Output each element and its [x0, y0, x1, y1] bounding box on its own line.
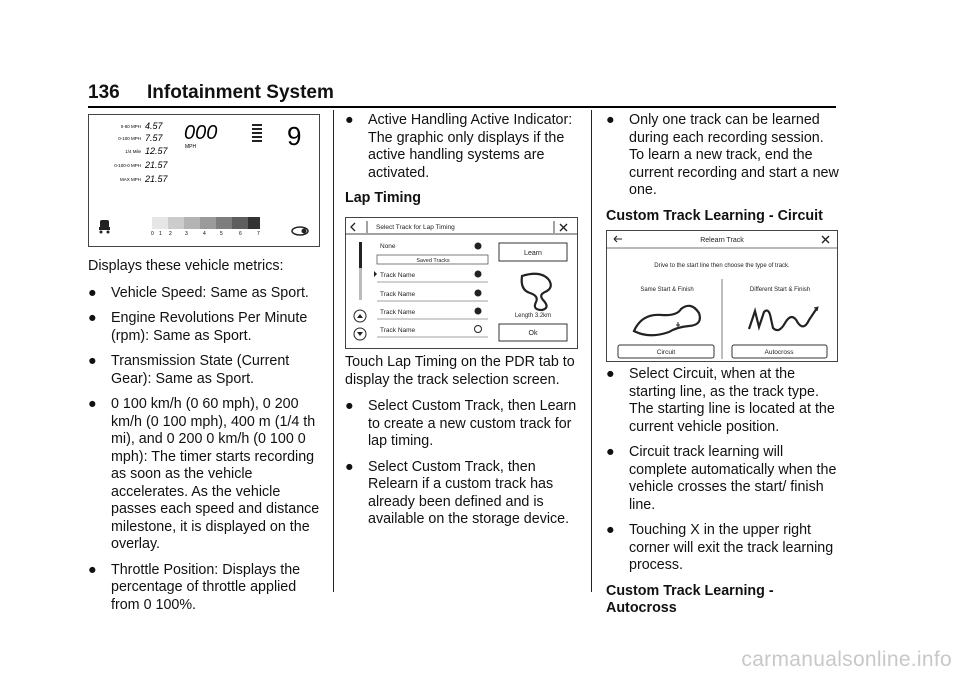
- scrollbar-thumb: [359, 242, 362, 268]
- scroll-down-icon: [354, 328, 366, 340]
- list-item: [345, 398, 581, 451]
- track-length: Length 3.2km: [514, 313, 552, 319]
- figure-relearn-track-screen: [606, 230, 838, 362]
- column-1: [88, 258, 324, 622]
- screen-title: Select Track for Lap Timing: [376, 224, 455, 231]
- autocross-button: Autocross: [764, 349, 794, 356]
- screen-title: Relearn Track: [700, 237, 744, 244]
- stacked-bars-icon: [252, 124, 262, 142]
- list-item: [345, 112, 581, 182]
- track-option: Track Name: [380, 327, 416, 334]
- list-item-text: Engine Revolutions Per Minute (rpm): Same as Sport.: [111, 310, 308, 344]
- throttle-tick: 1: [159, 231, 162, 237]
- scroll-up-icon: [354, 310, 366, 322]
- metric-label: MAX MPH: [119, 177, 141, 182]
- column-3-top: [606, 112, 840, 234]
- bullet-icon: ●: [345, 458, 354, 475]
- list-item: [88, 353, 324, 388]
- bullet-icon: ●: [345, 112, 354, 128]
- different-start-finish-label: Different Start & Finish: [749, 287, 811, 293]
- list-item: [345, 459, 581, 529]
- body-paragraph: Touch Lap Timing on the PDR tab to display the track selection screen.: [345, 354, 575, 388]
- track-option: Track Name: [380, 272, 416, 279]
- bullet-icon: ●: [88, 284, 97, 301]
- close-icon: [560, 224, 567, 231]
- radio-empty-icon: [475, 326, 482, 333]
- throttle-tick: 3: [185, 231, 188, 237]
- track-option: Track Name: [380, 291, 416, 298]
- gear-indicator: 9: [287, 121, 302, 151]
- list-item: [88, 310, 324, 345]
- list-item: [606, 366, 840, 436]
- throttle-gauge: [151, 217, 260, 237]
- throttle-tick: 2: [169, 231, 172, 237]
- list-item-text: Active Handling Active Indicator: The graphic only displays if the active handling systems are activated.: [368, 112, 573, 181]
- metric-label: 0-60 MPH: [120, 124, 141, 129]
- bullet-icon: ●: [345, 398, 354, 414]
- lap-timing-graphic: [346, 218, 577, 348]
- same-start-finish-label: Same Start & Finish: [640, 287, 694, 293]
- metric-label: 1/4 Mile: [125, 149, 141, 154]
- bullet-icon: ●: [88, 353, 97, 369]
- bullet-icon: ●: [606, 444, 615, 460]
- intro-text: Displays these vehicle metrics:: [88, 258, 284, 274]
- car-icon: [99, 220, 110, 234]
- track-option: Track Name: [380, 309, 416, 316]
- throttle-tick: 4: [203, 231, 206, 237]
- list-item-text: Throttle Position: Displays the percentage of throttle applied from 0 100%.: [111, 561, 301, 613]
- list-item-text: Select Custom Track, then Relearn if a custom track has already been defined and is available on the storage device.: [368, 458, 570, 527]
- metric-value: 7.57: [145, 133, 163, 143]
- header-rule: [88, 106, 836, 108]
- bullet-icon: ●: [606, 366, 615, 382]
- metric-value: 12.57: [145, 146, 168, 156]
- figure-lap-timing-screen: [345, 217, 578, 349]
- radio-selected-icon: [475, 290, 482, 297]
- column-3-bottom: [606, 366, 840, 627]
- bullet-icon: ●: [606, 112, 615, 128]
- column-2-bottom: [345, 354, 581, 537]
- throttle-tick: 6: [239, 231, 242, 237]
- radio-selected-icon: [475, 308, 482, 315]
- speed-unit: MPH: [185, 144, 197, 150]
- section-heading: Custom Track Learning - Circuit: [606, 207, 823, 224]
- metric-value: 21.57: [145, 174, 168, 184]
- bullet-icon: ●: [606, 522, 615, 538]
- list-item: [606, 112, 840, 200]
- selected-arrow-icon: [374, 271, 377, 277]
- track-option-none: None: [380, 243, 396, 250]
- bullet-icon: ●: [88, 310, 97, 326]
- list-item: [88, 562, 324, 615]
- speed-readout: 000: [184, 122, 218, 144]
- list-item-text: Select Circuit, when at the starting line, as the track type. The starting line is located at the current vehicle position.: [629, 366, 835, 435]
- figure-performance-overlay: [88, 114, 320, 247]
- list-item: [606, 444, 840, 514]
- column-2-top: [345, 112, 581, 217]
- learn-button: Learn: [524, 250, 542, 257]
- throttle-tick: 5: [220, 231, 223, 237]
- list-item-text: Circuit track learning will complete automatically when the vehicle crosses the start/ finish line.: [629, 444, 837, 513]
- page-title: Infotainment System: [147, 82, 334, 103]
- metric-value: 21.57: [145, 160, 168, 170]
- autocross-track-icon: [749, 308, 817, 330]
- watermark: carmanualsonline.info: [741, 648, 952, 671]
- metric-label: 0-100 MPH: [118, 136, 141, 141]
- column-divider-2: [591, 110, 592, 592]
- bullet-icon: ●: [88, 396, 97, 412]
- column-divider-1: [333, 110, 334, 592]
- back-arrow-icon: [351, 223, 355, 231]
- throttle-tick: 0: [151, 231, 154, 237]
- radio-selected-icon: [475, 243, 482, 250]
- overlay-graphic: [89, 115, 319, 246]
- relearn-track-graphic: [607, 231, 837, 361]
- ok-button: Ok: [528, 330, 538, 337]
- list-item-text: Vehicle Speed: Same as Sport.: [111, 284, 309, 301]
- bullet-icon: ●: [88, 561, 97, 578]
- section-heading: Lap Timing: [345, 190, 421, 206]
- radio-selected-icon: [475, 271, 482, 278]
- saved-tracks-label: Saved Tracks: [416, 258, 450, 264]
- list-item: [88, 396, 324, 554]
- list-item-text: Touching X in the upper right corner will exit the track learning process.: [629, 522, 834, 573]
- close-icon: [822, 236, 829, 243]
- page-number: 136: [88, 82, 120, 103]
- metric-value: 4.57: [145, 121, 163, 131]
- metric-label: 0-100-0 MPH: [114, 163, 141, 168]
- track-map-icon: [522, 274, 551, 310]
- throttle-tick: 7: [257, 231, 260, 237]
- list-item: [606, 522, 840, 575]
- list-item-text: Select Custom Track, then Learn to create a new custom track for lap timing.: [368, 398, 577, 449]
- list-item: [88, 285, 324, 303]
- list-item-text: Only one track can be learned during each recording session. To learn a new track, end the current recording and start a new one.: [629, 112, 839, 198]
- list-item-text: Transmission State (Current Gear): Same as Sport.: [111, 353, 290, 387]
- circuit-track-icon: [634, 306, 700, 335]
- handling-icon: [292, 227, 308, 235]
- instruction-text: Drive to the start line then choose the type of track.: [654, 263, 790, 269]
- list-item-text: 0 100 km/h (0 60 mph), 0 200 km/h (0 100 mph), 400 m (1/4 th mi), and 0 200 0 km/h (0 100 0 mph): The timer starts recording as soon as the vehicle accelerates. As the vehicle passes each speed and distance milestone, it is displayed on the overlay.: [111, 396, 320, 552]
- circuit-button: Circuit: [656, 349, 676, 356]
- section-heading: Custom Track Learning - Autocross: [606, 582, 774, 616]
- back-arrow-icon: [614, 236, 622, 242]
